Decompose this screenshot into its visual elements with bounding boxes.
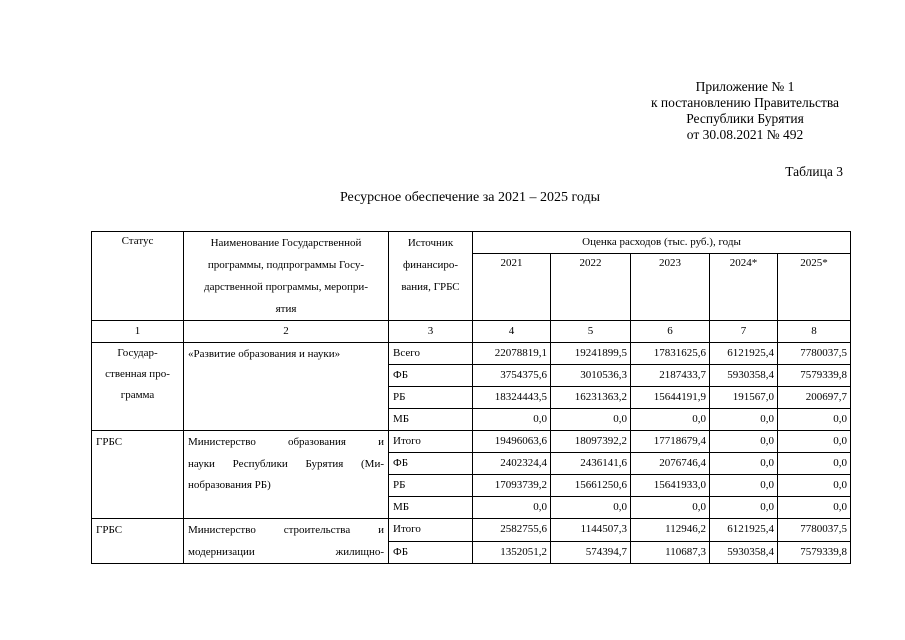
document-title: Ресурсное обеспечение за 2021 – 2025 годы — [339, 190, 601, 205]
value-cell: 0,0 — [631, 497, 710, 519]
column-number: 3 — [389, 321, 473, 343]
source-cell: МБ — [389, 409, 473, 431]
value-cell: 0,0 — [778, 475, 851, 497]
value-cell: 0,0 — [710, 409, 778, 431]
program-name-cell: Министерство строительства и модернизации жилищно- — [184, 519, 389, 564]
header-year: 2021 — [473, 254, 551, 321]
value-cell: 19241899,5 — [551, 343, 631, 365]
program-name-cell: Министерство образования и науки Республики Бурятия (Ми- нобразования РБ) — [184, 431, 389, 519]
value-cell: 15641933,0 — [631, 475, 710, 497]
value-cell: 2076746,4 — [631, 453, 710, 475]
value-cell: 7780037,5 — [778, 343, 851, 365]
source-cell: ФБ — [389, 453, 473, 475]
column-number: 5 — [551, 321, 631, 343]
value-cell: 5930358,4 — [710, 541, 778, 564]
table-row — [92, 343, 851, 365]
column-number: 6 — [631, 321, 710, 343]
value-cell: 0,0 — [710, 453, 778, 475]
appendix-line: к постановлению Правительства — [650, 95, 840, 110]
column-number: 2 — [184, 321, 389, 343]
source-cell: Всего — [389, 343, 473, 365]
header-year: 2022 — [551, 254, 631, 321]
value-cell: 2187433,7 — [631, 365, 710, 387]
header-year: 2024* — [710, 254, 778, 321]
header-source: Источник финансиро- вания, ГРБС — [389, 232, 473, 321]
header-year: 2023 — [631, 254, 710, 321]
resource-table — [91, 231, 851, 564]
column-number: 4 — [473, 321, 551, 343]
appendix-line: Республики Бурятия — [686, 111, 804, 126]
column-number: 8 — [778, 321, 851, 343]
table-row — [92, 431, 851, 453]
value-cell: 110687,3 — [631, 541, 710, 564]
value-cell: 7579339,8 — [778, 541, 851, 564]
status-cell: Государ- ственная про- грамма — [92, 343, 184, 431]
value-cell: 1352051,2 — [473, 541, 551, 564]
appendix-block — [600, 79, 890, 143]
source-cell: РБ — [389, 475, 473, 497]
source-cell: РБ — [389, 387, 473, 409]
status-cell: ГРБС — [92, 519, 184, 564]
value-cell: 0,0 — [778, 453, 851, 475]
header-status: Статус — [92, 232, 184, 321]
value-cell: 19496063,6 — [473, 431, 551, 453]
value-cell: 5930358,4 — [710, 365, 778, 387]
header-estimate: Оценка расходов (тыс. руб.), годы — [473, 232, 851, 254]
column-number: 1 — [92, 321, 184, 343]
value-cell: 0,0 — [473, 409, 551, 431]
source-cell: Итого — [389, 431, 473, 453]
value-cell: 17718679,4 — [631, 431, 710, 453]
value-cell: 0,0 — [551, 497, 631, 519]
header-name: Наименование Государственной программы, подпрограммы Госу- дарственной программы, меропри- ятия — [184, 232, 389, 321]
value-cell: 0,0 — [473, 497, 551, 519]
value-cell: 0,0 — [778, 431, 851, 453]
value-cell: 2582755,6 — [473, 519, 551, 542]
value-cell: 15644191,9 — [631, 387, 710, 409]
value-cell: 200697,7 — [778, 387, 851, 409]
value-cell: 22078819,1 — [473, 343, 551, 365]
appendix-line: от 30.08.2021 № 492 — [686, 127, 804, 142]
table-label: Таблица 3 — [785, 164, 843, 179]
value-cell: 6121925,4 — [710, 519, 778, 542]
table-row — [92, 519, 851, 542]
value-cell: 7579339,8 — [778, 365, 851, 387]
value-cell: 0,0 — [631, 409, 710, 431]
value-cell: 16231363,2 — [551, 387, 631, 409]
program-name-cell: «Развитие образования и науки» — [184, 343, 389, 431]
value-cell: 18324443,5 — [473, 387, 551, 409]
column-number: 7 — [710, 321, 778, 343]
value-cell: 18097392,2 — [551, 431, 631, 453]
header-year: 2025* — [778, 254, 851, 321]
value-cell: 2402324,4 — [473, 453, 551, 475]
value-cell: 17093739,2 — [473, 475, 551, 497]
value-cell: 7780037,5 — [778, 519, 851, 542]
value-cell: 191567,0 — [710, 387, 778, 409]
value-cell: 0,0 — [778, 497, 851, 519]
value-cell: 1144507,3 — [551, 519, 631, 542]
value-cell: 0,0 — [778, 409, 851, 431]
value-cell: 112946,2 — [631, 519, 710, 542]
value-cell: 0,0 — [551, 409, 631, 431]
appendix-line: Приложение № 1 — [695, 79, 795, 94]
source-cell: Итого — [389, 519, 473, 542]
source-cell: ФБ — [389, 541, 473, 564]
value-cell: 3010536,3 — [551, 365, 631, 387]
value-cell: 0,0 — [710, 431, 778, 453]
value-cell: 6121925,4 — [710, 343, 778, 365]
value-cell: 0,0 — [710, 497, 778, 519]
value-cell: 15661250,6 — [551, 475, 631, 497]
value-cell: 3754375,6 — [473, 365, 551, 387]
value-cell: 17831625,6 — [631, 343, 710, 365]
source-cell: ФБ — [389, 365, 473, 387]
column-number-row — [92, 321, 851, 343]
value-cell: 574394,7 — [551, 541, 631, 564]
status-cell: ГРБС — [92, 431, 184, 519]
source-cell: МБ — [389, 497, 473, 519]
value-cell: 2436141,6 — [551, 453, 631, 475]
value-cell: 0,0 — [710, 475, 778, 497]
